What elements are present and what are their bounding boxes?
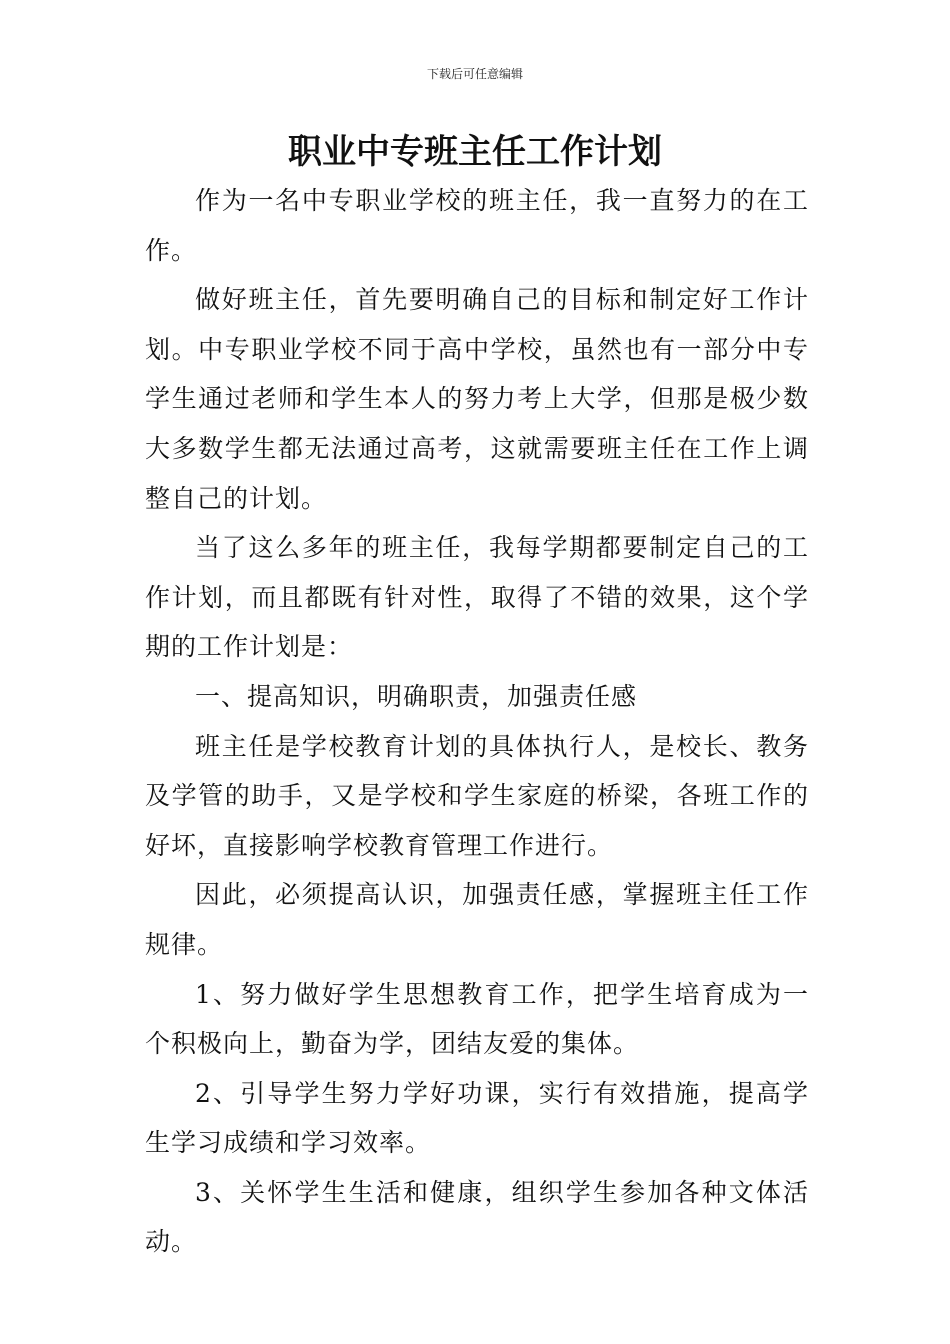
list-item: 1、努力做好学生思想教育工作，把学生培育成为一个积极向上，勤奋为学，团结友爱的集体。 (145, 979, 809, 1059)
paragraph: 作为一名中专职业学校的班主任，我一直努力的在工作。 (145, 186, 809, 265)
document-title: 职业中专班主任工作计划 (288, 132, 662, 172)
header-note: 下载后可任意编辑 (426, 67, 523, 81)
paragraph: 做好班主任，首先要明确自己的目标和制定好工作计划。中专职业学校不同于高中学校，虽然也有一部分中专学生通过老师和学生本人的努力考上大学，但那是极少数大多数学生都无法通过高考，这就需要班主任在工作上调整自己的计划。 (145, 285, 809, 513)
paragraph: 因此，必须提高认识，加强责任感，掌握班主任工作规律。 (145, 880, 809, 959)
paragraph: 当了这么多年的班主任，我每学期都要制定自己的工作计划，而且都既有针对性，取得了不错的效果，这个学期的工作计划是： (145, 533, 809, 662)
list-item: 3、关怀学生生活和健康，组织学生参加各种文体活动。 (145, 1177, 809, 1257)
section-heading: 一、提高知识，明确职责，加强责任感 (195, 681, 638, 711)
list-item: 2、引导学生努力学好功课，实行有效措施，提高学生学习成绩和学习效率。 (145, 1078, 809, 1158)
paragraph: 班主任是学校教育计划的具体执行人，是校长、教务及学管的助手，又是学校和学生家庭的桥梁，各班工作的好坏，直接影响学校教育管理工作进行。 (145, 731, 809, 860)
document-body (145, 176, 809, 1267)
